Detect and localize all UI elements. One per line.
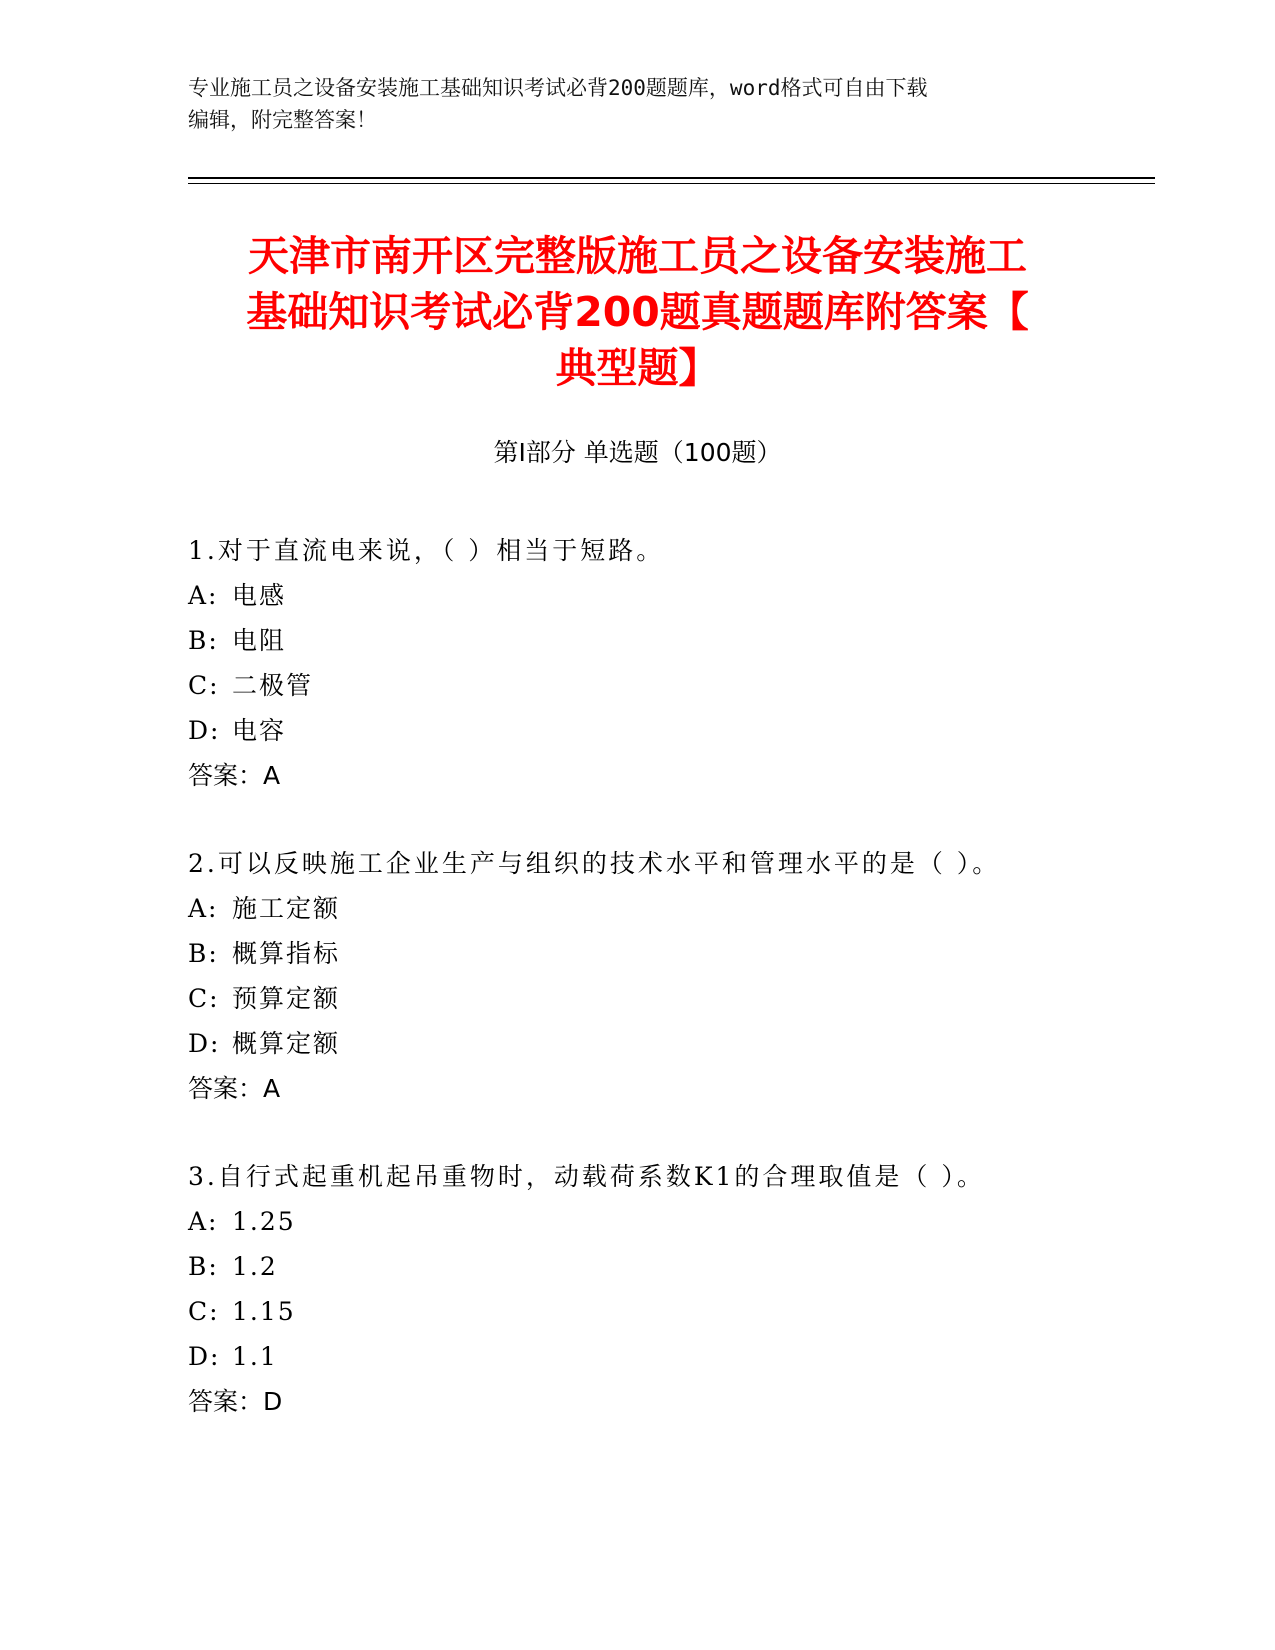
option-a (188, 886, 1148, 931)
option-text: 二极管 (232, 671, 314, 700)
option-letter: D: (188, 1342, 221, 1371)
option-d (188, 1334, 1148, 1379)
option-b (188, 618, 1148, 663)
option-letter: B: (188, 1252, 219, 1281)
option-text: 电容 (232, 716, 287, 745)
option-c (188, 1289, 1148, 1334)
question-stem: 1.对于直流电来说，（ ）相当于短路。 (188, 536, 665, 565)
option-letter: A: (188, 581, 219, 610)
question-stem: 3.自行式起重机起吊重物时，动载荷系数K1的合理取值是（ ）。 (188, 1162, 985, 1191)
document-title-line1: 天津市南开区完整版施工员之设备安装施工 (248, 232, 1027, 280)
option-letter: B: (188, 626, 219, 655)
option-text: 电阻 (232, 626, 287, 655)
option-a (188, 573, 1148, 618)
answer: 答案：A (188, 761, 281, 790)
option-d (188, 708, 1148, 753)
document-title (190, 228, 1085, 396)
option-letter: B: (188, 939, 219, 968)
option-text: 概算定额 (232, 1029, 341, 1058)
question-list (188, 528, 1148, 1467)
option-c (188, 976, 1148, 1021)
header-divider-thin (188, 183, 1155, 184)
question-2 (188, 841, 1148, 1111)
question-1 (188, 528, 1148, 798)
option-letter: C: (188, 671, 220, 700)
answer: 答案：D (188, 1387, 283, 1416)
option-text: 预算定额 (232, 984, 341, 1013)
option-letter: D: (188, 1029, 221, 1058)
answer: 答案：A (188, 1074, 281, 1103)
option-letter: A: (188, 894, 219, 923)
option-d (188, 1021, 1148, 1066)
option-text: 1.2 (232, 1252, 278, 1281)
option-c (188, 663, 1148, 708)
option-letter: A: (188, 1207, 219, 1236)
question-stem: 2.可以反映施工企业生产与组织的技术水平和管理水平的是（ ）。 (188, 849, 1001, 878)
option-text: 1.25 (232, 1207, 296, 1236)
header-note-line2: 编辑，附完整答案！ (188, 108, 377, 132)
option-letter: C: (188, 1297, 220, 1326)
section-heading: 第Ⅰ部分 单选题（100题） (493, 438, 782, 467)
header-divider-thick (188, 177, 1155, 179)
document-title-line2: 基础知识考试必背200题真题题库附答案【 (246, 288, 1029, 336)
header-note (188, 72, 1068, 136)
option-b (188, 931, 1148, 976)
option-a (188, 1199, 1148, 1244)
header-note-line1: 专业施工员之设备安装施工基础知识考试必背200题题库，word格式可自由下载 (188, 76, 928, 100)
option-letter: C: (188, 984, 220, 1013)
option-text: 施工定额 (232, 894, 341, 923)
document-title-line3: 典型题】 (555, 344, 720, 392)
option-text: 1.15 (232, 1297, 296, 1326)
option-text: 1.1 (232, 1342, 278, 1371)
option-letter: D: (188, 716, 221, 745)
option-text: 概算指标 (232, 939, 341, 968)
option-text: 电感 (232, 581, 287, 610)
option-b (188, 1244, 1148, 1289)
question-3 (188, 1154, 1148, 1424)
